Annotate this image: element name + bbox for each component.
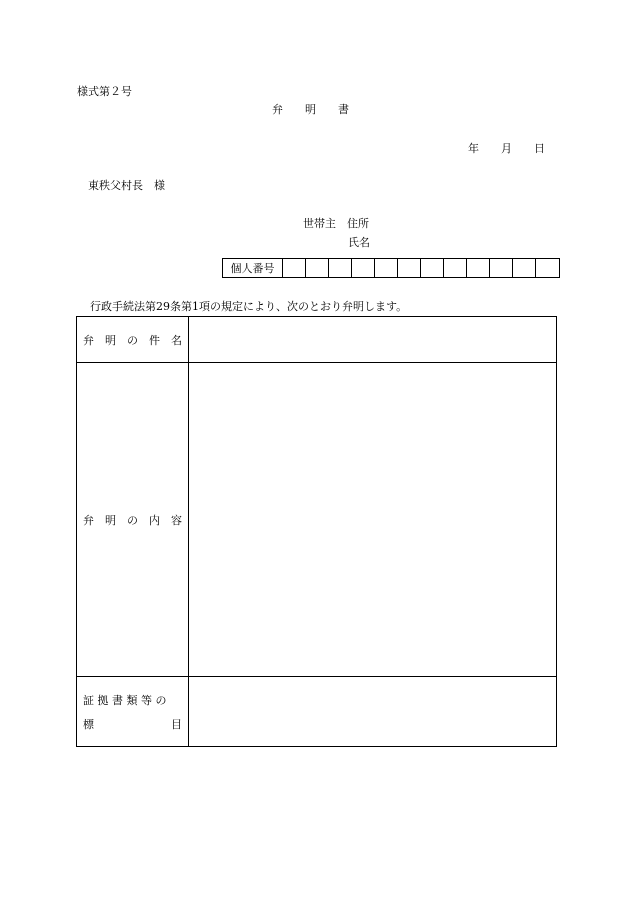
personal-number-box: [222, 258, 560, 278]
content-label: 弁 明 の 内 容: [77, 363, 189, 676]
evidence-label-line2: [83, 716, 182, 732]
personal-number-cell[interactable]: [398, 259, 421, 277]
personal-number-cell[interactable]: [375, 259, 398, 277]
evidence-row: [77, 677, 556, 746]
personal-number-label: 個人番号: [223, 259, 283, 277]
evidence-label-line2-left: 標: [83, 717, 94, 731]
personal-number-cell[interactable]: [513, 259, 536, 277]
content-row: [77, 363, 556, 677]
evidence-label: [77, 677, 189, 746]
personal-number-cell[interactable]: [352, 259, 375, 277]
date-line: 年 月 日: [468, 142, 545, 155]
personal-number-cell[interactable]: [329, 259, 352, 277]
personal-number-cell[interactable]: [490, 259, 513, 277]
evidence-field[interactable]: [189, 677, 556, 746]
personal-number-cell[interactable]: [306, 259, 329, 277]
subject-field[interactable]: [189, 317, 556, 362]
document-title: 弁 明 書: [272, 103, 349, 116]
explanation-table: [76, 316, 557, 747]
personal-number-cell[interactable]: [421, 259, 444, 277]
evidence-label-line1: 証 拠 書 類 等 の: [83, 693, 167, 707]
form-number: 様式第２号: [77, 85, 132, 98]
subject-row: [77, 317, 556, 363]
name-label: 氏名: [348, 236, 370, 249]
addressee: 東秩父村長 様: [88, 179, 165, 192]
personal-number-cell[interactable]: [283, 259, 306, 277]
personal-number-cell[interactable]: [536, 259, 559, 277]
evidence-label-line2-right: 目: [171, 717, 182, 731]
householder-address-label: 世帯主 住所: [303, 217, 369, 230]
content-field[interactable]: [189, 363, 556, 676]
personal-number-cell[interactable]: [467, 259, 490, 277]
subject-label: 弁 明 の 件 名: [77, 317, 189, 362]
intro-statement: 行政手続法第29条第1項の規定により、次のとおり弁明します。: [90, 300, 408, 313]
personal-number-cell[interactable]: [444, 259, 467, 277]
